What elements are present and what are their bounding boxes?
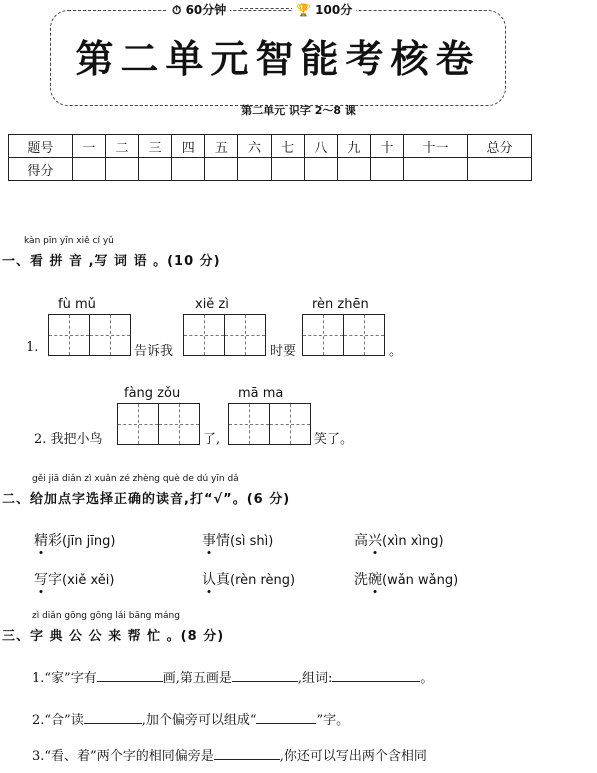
table-cell: 题号 bbox=[9, 135, 73, 158]
section2-title: 二、给加点字选择正确的读音,打“√”。(6 分) bbox=[2, 492, 291, 507]
table-cell: 十一 bbox=[404, 135, 468, 158]
table-cell: 总分 bbox=[467, 135, 531, 158]
answer-blank[interactable] bbox=[84, 711, 142, 724]
writing-cell[interactable] bbox=[117, 403, 159, 445]
writing-cell[interactable] bbox=[48, 314, 90, 356]
choice-item: 事情(sì shì) bbox=[202, 533, 274, 549]
score-input-cell[interactable] bbox=[105, 158, 138, 181]
table-cell: 六 bbox=[238, 135, 271, 158]
answer-blank[interactable] bbox=[232, 669, 298, 682]
answer-blank[interactable] bbox=[214, 747, 280, 760]
q1-number: 1. bbox=[26, 340, 39, 355]
table-cell: 三 bbox=[139, 135, 172, 158]
choice-item: 写字(xiě xěi) bbox=[34, 572, 115, 588]
q2-answer-grid-2[interactable] bbox=[229, 403, 311, 445]
q1-pinyin-3: rèn zhēn bbox=[312, 297, 369, 312]
score-input-cell[interactable] bbox=[172, 158, 205, 181]
pinyin-options[interactable]: (rèn rèng) bbox=[230, 573, 296, 588]
score-table-header-row bbox=[9, 135, 532, 158]
q1-text-2: 时要 bbox=[270, 344, 297, 359]
score-input-cell[interactable] bbox=[139, 158, 172, 181]
pinyin-options[interactable]: (wǎn wǎng) bbox=[382, 573, 459, 588]
table-cell: 十 bbox=[370, 135, 403, 158]
s3-question-3: 3.“看、着”两个字的相同偏旁是 ,你还可以写出两个含相同 bbox=[32, 749, 427, 764]
writing-cell[interactable] bbox=[228, 403, 270, 445]
pinyin-options[interactable]: (sì shì) bbox=[230, 534, 274, 549]
q2-answer-grid-1[interactable] bbox=[118, 403, 200, 445]
table-cell: 二 bbox=[105, 135, 138, 158]
section2-pinyin: gěi jiā diǎn zì xuǎn zé zhèng què de dú yīn dǎ bbox=[32, 474, 239, 484]
q1-text-3: 。 bbox=[389, 344, 403, 359]
section3-pinyin: zì diǎn gōng gōng lái bāng máng bbox=[32, 611, 180, 621]
writing-cell[interactable] bbox=[302, 314, 344, 356]
score-input-cell[interactable] bbox=[370, 158, 403, 181]
q1-pinyin-2: xiě zì bbox=[195, 297, 229, 312]
table-cell: 一 bbox=[72, 135, 105, 158]
answer-blank[interactable] bbox=[256, 711, 316, 724]
q1-answer-grid-3[interactable] bbox=[303, 314, 385, 356]
table-cell: 七 bbox=[271, 135, 304, 158]
table-cell: 四 bbox=[172, 135, 205, 158]
writing-cell[interactable] bbox=[224, 314, 266, 356]
writing-cell[interactable] bbox=[269, 403, 311, 445]
score-input-cell[interactable] bbox=[72, 158, 105, 181]
s3-question-2: 2.“合”读 ,加个偏旁可以组成“ ”字。 bbox=[32, 713, 350, 728]
pinyin-options[interactable]: (jīn jīng) bbox=[62, 534, 116, 549]
pinyin-options[interactable]: (xiě xěi) bbox=[62, 573, 115, 588]
score-input-cell[interactable] bbox=[404, 158, 468, 181]
writing-cell[interactable] bbox=[183, 314, 225, 356]
writing-cell[interactable] bbox=[343, 314, 385, 356]
q2-text-2: 笑了。 bbox=[314, 432, 354, 447]
time-limit: ⏱ 60分钟 bbox=[168, 1, 230, 18]
q1-answer-grid-1[interactable] bbox=[49, 314, 131, 356]
q2-text-1: 了, bbox=[203, 432, 221, 447]
q1-text-1: 告诉我 bbox=[134, 344, 174, 359]
q2-pinyin-1: fàng zǒu bbox=[124, 386, 181, 401]
q2-pinyin-2: mā ma bbox=[238, 386, 284, 401]
score-input-cell[interactable] bbox=[337, 158, 370, 181]
q1-answer-grid-2[interactable] bbox=[184, 314, 266, 356]
page-subtitle: 第二单元 识字 2～8 课 bbox=[241, 104, 356, 117]
pinyin-options[interactable]: (xìn xìng) bbox=[382, 534, 444, 549]
full-score: 🏆 100分 bbox=[292, 1, 356, 18]
table-cell: 九 bbox=[337, 135, 370, 158]
choice-item: 洗碗(wǎn wǎng) bbox=[354, 572, 459, 588]
score-input-cell[interactable] bbox=[238, 158, 271, 181]
score-table bbox=[8, 134, 532, 181]
choice-item: 认真(rèn rèng) bbox=[202, 572, 296, 588]
s3-question-1: 1.“家”字有 画,第五画是 ,组词: 。 bbox=[32, 671, 434, 686]
page-title: 第二单元智能考核卷 bbox=[75, 36, 481, 81]
score-input-cell[interactable] bbox=[467, 158, 531, 181]
choice-item: 高兴(xìn xìng) bbox=[354, 533, 444, 549]
section1-pinyin: kàn pīn yīn xiě cí yǔ bbox=[24, 236, 114, 246]
writing-cell[interactable] bbox=[89, 314, 131, 356]
header-dash bbox=[240, 8, 294, 9]
table-cell: 八 bbox=[304, 135, 337, 158]
score-input-cell[interactable] bbox=[271, 158, 304, 181]
q1-pinyin-1: fù mǔ bbox=[58, 297, 96, 312]
table-cell: 得分 bbox=[9, 158, 73, 181]
score-input-cell[interactable] bbox=[205, 158, 238, 181]
section1-title: 一、看 拼 音 ,写 词 语 。(10 分) bbox=[2, 254, 221, 269]
answer-blank[interactable] bbox=[97, 669, 163, 682]
table-cell: 五 bbox=[205, 135, 238, 158]
trophy-icon: 🏆 bbox=[296, 3, 311, 17]
writing-cell[interactable] bbox=[158, 403, 200, 445]
score-table-score-row bbox=[9, 158, 532, 181]
score-input-cell[interactable] bbox=[304, 158, 337, 181]
q2-number: 2. 我把小鸟 bbox=[34, 432, 103, 447]
choice-item: 精彩(jīn jīng) bbox=[34, 533, 116, 549]
section3-title: 三、字 典 公 公 来 帮 忙 。(8 分) bbox=[2, 629, 225, 644]
stopwatch-icon: ⏱ bbox=[172, 3, 182, 17]
answer-blank[interactable] bbox=[332, 669, 420, 682]
